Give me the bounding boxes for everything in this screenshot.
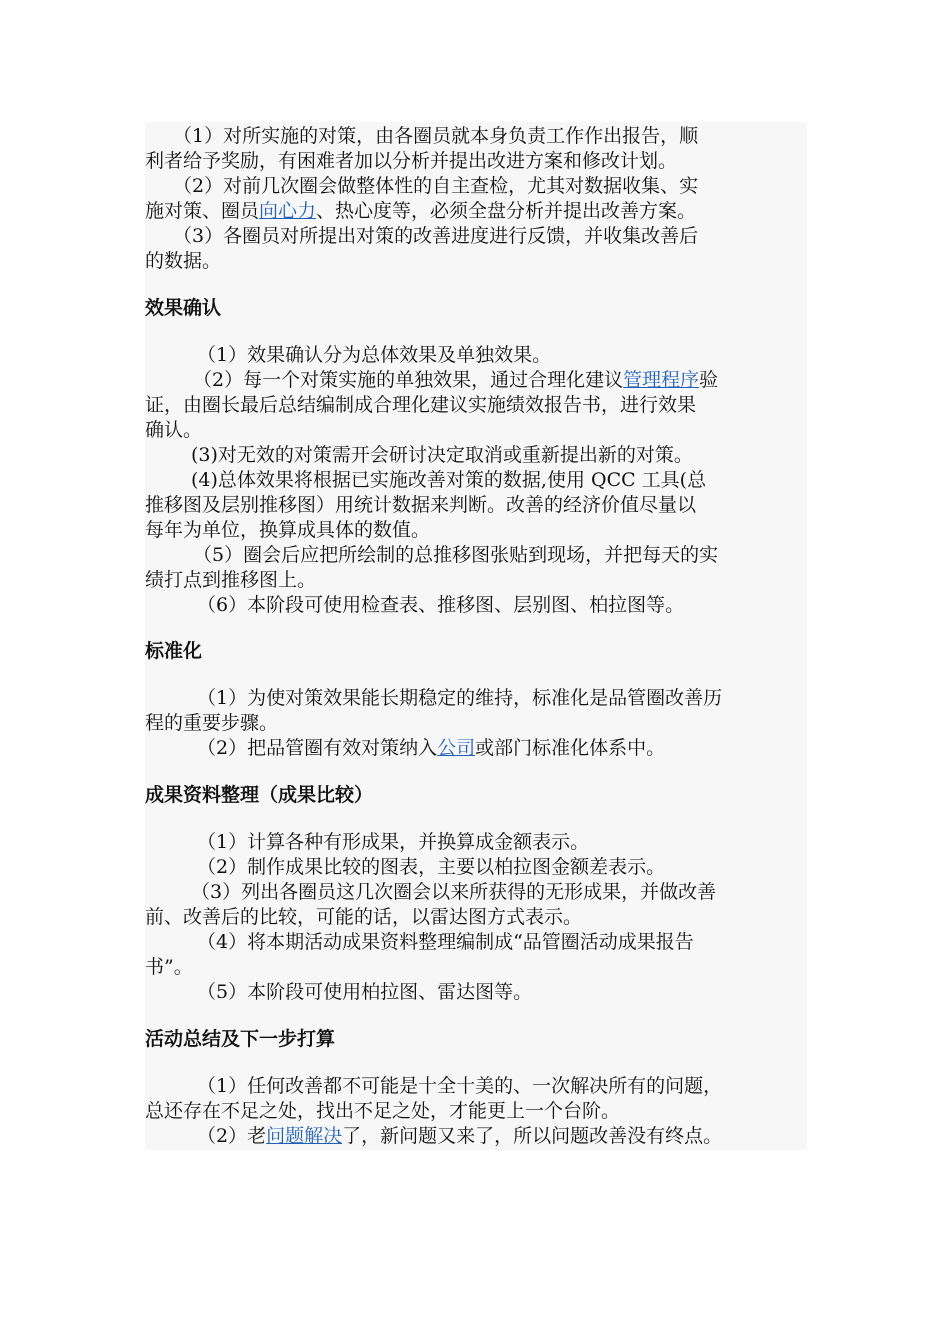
- section-heading-standardize: 标准化: [145, 640, 203, 662]
- text: （5）本阶段可使用柏拉图、雷达图等。: [197, 981, 533, 1003]
- paragraph-line: [145, 711, 807, 736]
- text: （4）将本期活动成果资料整理编制成“品管圈活动成果报告: [197, 931, 694, 953]
- text: （3）列出各圈员这几次圈会以来所获得的无形成果，并做改善: [191, 881, 717, 903]
- paragraph-line: [145, 393, 807, 418]
- text: （1）对所实施的对策，由各圈员就本身负责工作作出报告，顺: [173, 125, 699, 147]
- paragraph-line: [145, 149, 807, 174]
- paragraph-line: [145, 1074, 807, 1099]
- text: （2）老: [197, 1125, 267, 1147]
- paragraph-line: [145, 686, 807, 711]
- text: 验: [699, 369, 719, 391]
- paragraph-line: [145, 830, 807, 855]
- paragraph-line: [145, 736, 807, 761]
- text: 利者给予奖励，有困难者加以分析并提出改进方案和修改计划。: [145, 150, 678, 172]
- paragraph-line: [145, 543, 807, 568]
- paragraph-line: [145, 199, 807, 224]
- text: （1）计算各种有形成果，并换算成金额表示。: [197, 831, 590, 853]
- text: 了，新问题又来了，所以问题改善没有终点。: [342, 1125, 723, 1147]
- paragraph-line: [145, 1099, 807, 1124]
- text: 前、改善后的比较，可能的话，以雷达图方式表示。: [145, 906, 583, 928]
- text: （1）为使对策效果能长期稳定的维持，标准化是品管圈改善历: [197, 687, 723, 709]
- text: 每年为单位，换算成具体的数值。: [145, 519, 431, 541]
- paragraph-line: [145, 980, 807, 1005]
- text: 施对策、圈员: [145, 200, 260, 222]
- paragraph-line: [145, 493, 807, 518]
- text: 确认。: [145, 419, 203, 441]
- text: 或部门标准化体系中。: [475, 737, 666, 759]
- link-company[interactable]: 公司: [437, 737, 476, 759]
- text: 、热心度等，必须全盘分析并提出改善方案。: [316, 200, 697, 222]
- paragraph-line: [145, 418, 807, 443]
- text: （2）每一个对策实施的单独效果，通过合理化建议: [193, 369, 624, 391]
- paragraph-line: [145, 518, 807, 543]
- link-management-procedure[interactable]: 管理程序: [623, 369, 700, 391]
- paragraph-line: [145, 955, 807, 980]
- paragraph-line: [145, 880, 807, 905]
- paragraph-line: [145, 568, 807, 593]
- text: (3)对无效的对策需开会研讨决定取消或重新提出新的对策。: [191, 444, 693, 466]
- paragraph-line: [145, 124, 807, 149]
- text: （2）制作成果比较的图表，主要以柏拉图金额差表示。: [197, 856, 666, 878]
- paragraph-line: [145, 593, 807, 618]
- text: （6）本阶段可使用检查表、推移图、层别图、柏拉图等。: [197, 594, 685, 616]
- text: 书”。: [145, 956, 193, 978]
- paragraph-line: [145, 174, 807, 199]
- text: （1）任何改善都不可能是十全十美的、一次解决所有的问题，: [197, 1075, 723, 1097]
- text: （2）把品管圈有效对策纳入: [197, 737, 438, 759]
- paragraph-line: [145, 930, 807, 955]
- paragraph-line: [145, 343, 807, 368]
- text: 总还存在不足之处，找出不足之处，才能更上一个台阶。: [145, 1100, 621, 1122]
- text: 程的重要步骤。: [145, 712, 279, 734]
- section-heading-results: 成果资料整理（成果比较）: [145, 784, 374, 806]
- link-problem-solving[interactable]: 问题解决: [266, 1125, 343, 1147]
- paragraph-line: [145, 443, 807, 468]
- paragraph-line: [145, 905, 807, 930]
- text: 证，由圈长最后总结编制成合理化建议实施绩效报告书，进行效果: [145, 394, 697, 416]
- text: 推移图及层别推移图）用统计数据来判断。改善的经济价值尽量以: [145, 494, 697, 516]
- paragraph-line: [145, 855, 807, 880]
- paragraph-line: [145, 368, 807, 393]
- text: 的数据。: [145, 250, 222, 272]
- section-heading-effect: 效果确认: [145, 297, 222, 319]
- text: （3）各圈员对所提出对策的改善进度进行反馈，并收集改善后: [173, 225, 699, 247]
- paragraph-line: [145, 1124, 807, 1149]
- document-page: [145, 122, 807, 1150]
- paragraph-line: [145, 249, 807, 274]
- text: （5）圈会后应把所绘制的总推移图张贴到现场，并把每天的实: [193, 544, 719, 566]
- text: 绩打点到推移图上。: [145, 569, 317, 591]
- paragraph-line: [145, 224, 807, 249]
- link-xiangxinli[interactable]: 向心力: [259, 200, 317, 222]
- section-heading-summary: 活动总结及下一步打算: [145, 1028, 336, 1050]
- text: （2）对前几次圈会做整体性的自主查检，尤其对数据收集、实: [173, 175, 699, 197]
- paragraph-line: [145, 468, 807, 493]
- text: （1）效果确认分为总体效果及单独效果。: [197, 344, 552, 366]
- text: (4)总体效果将根据已实施改善对策的数据,使用 QCC 工具(总: [191, 469, 707, 491]
